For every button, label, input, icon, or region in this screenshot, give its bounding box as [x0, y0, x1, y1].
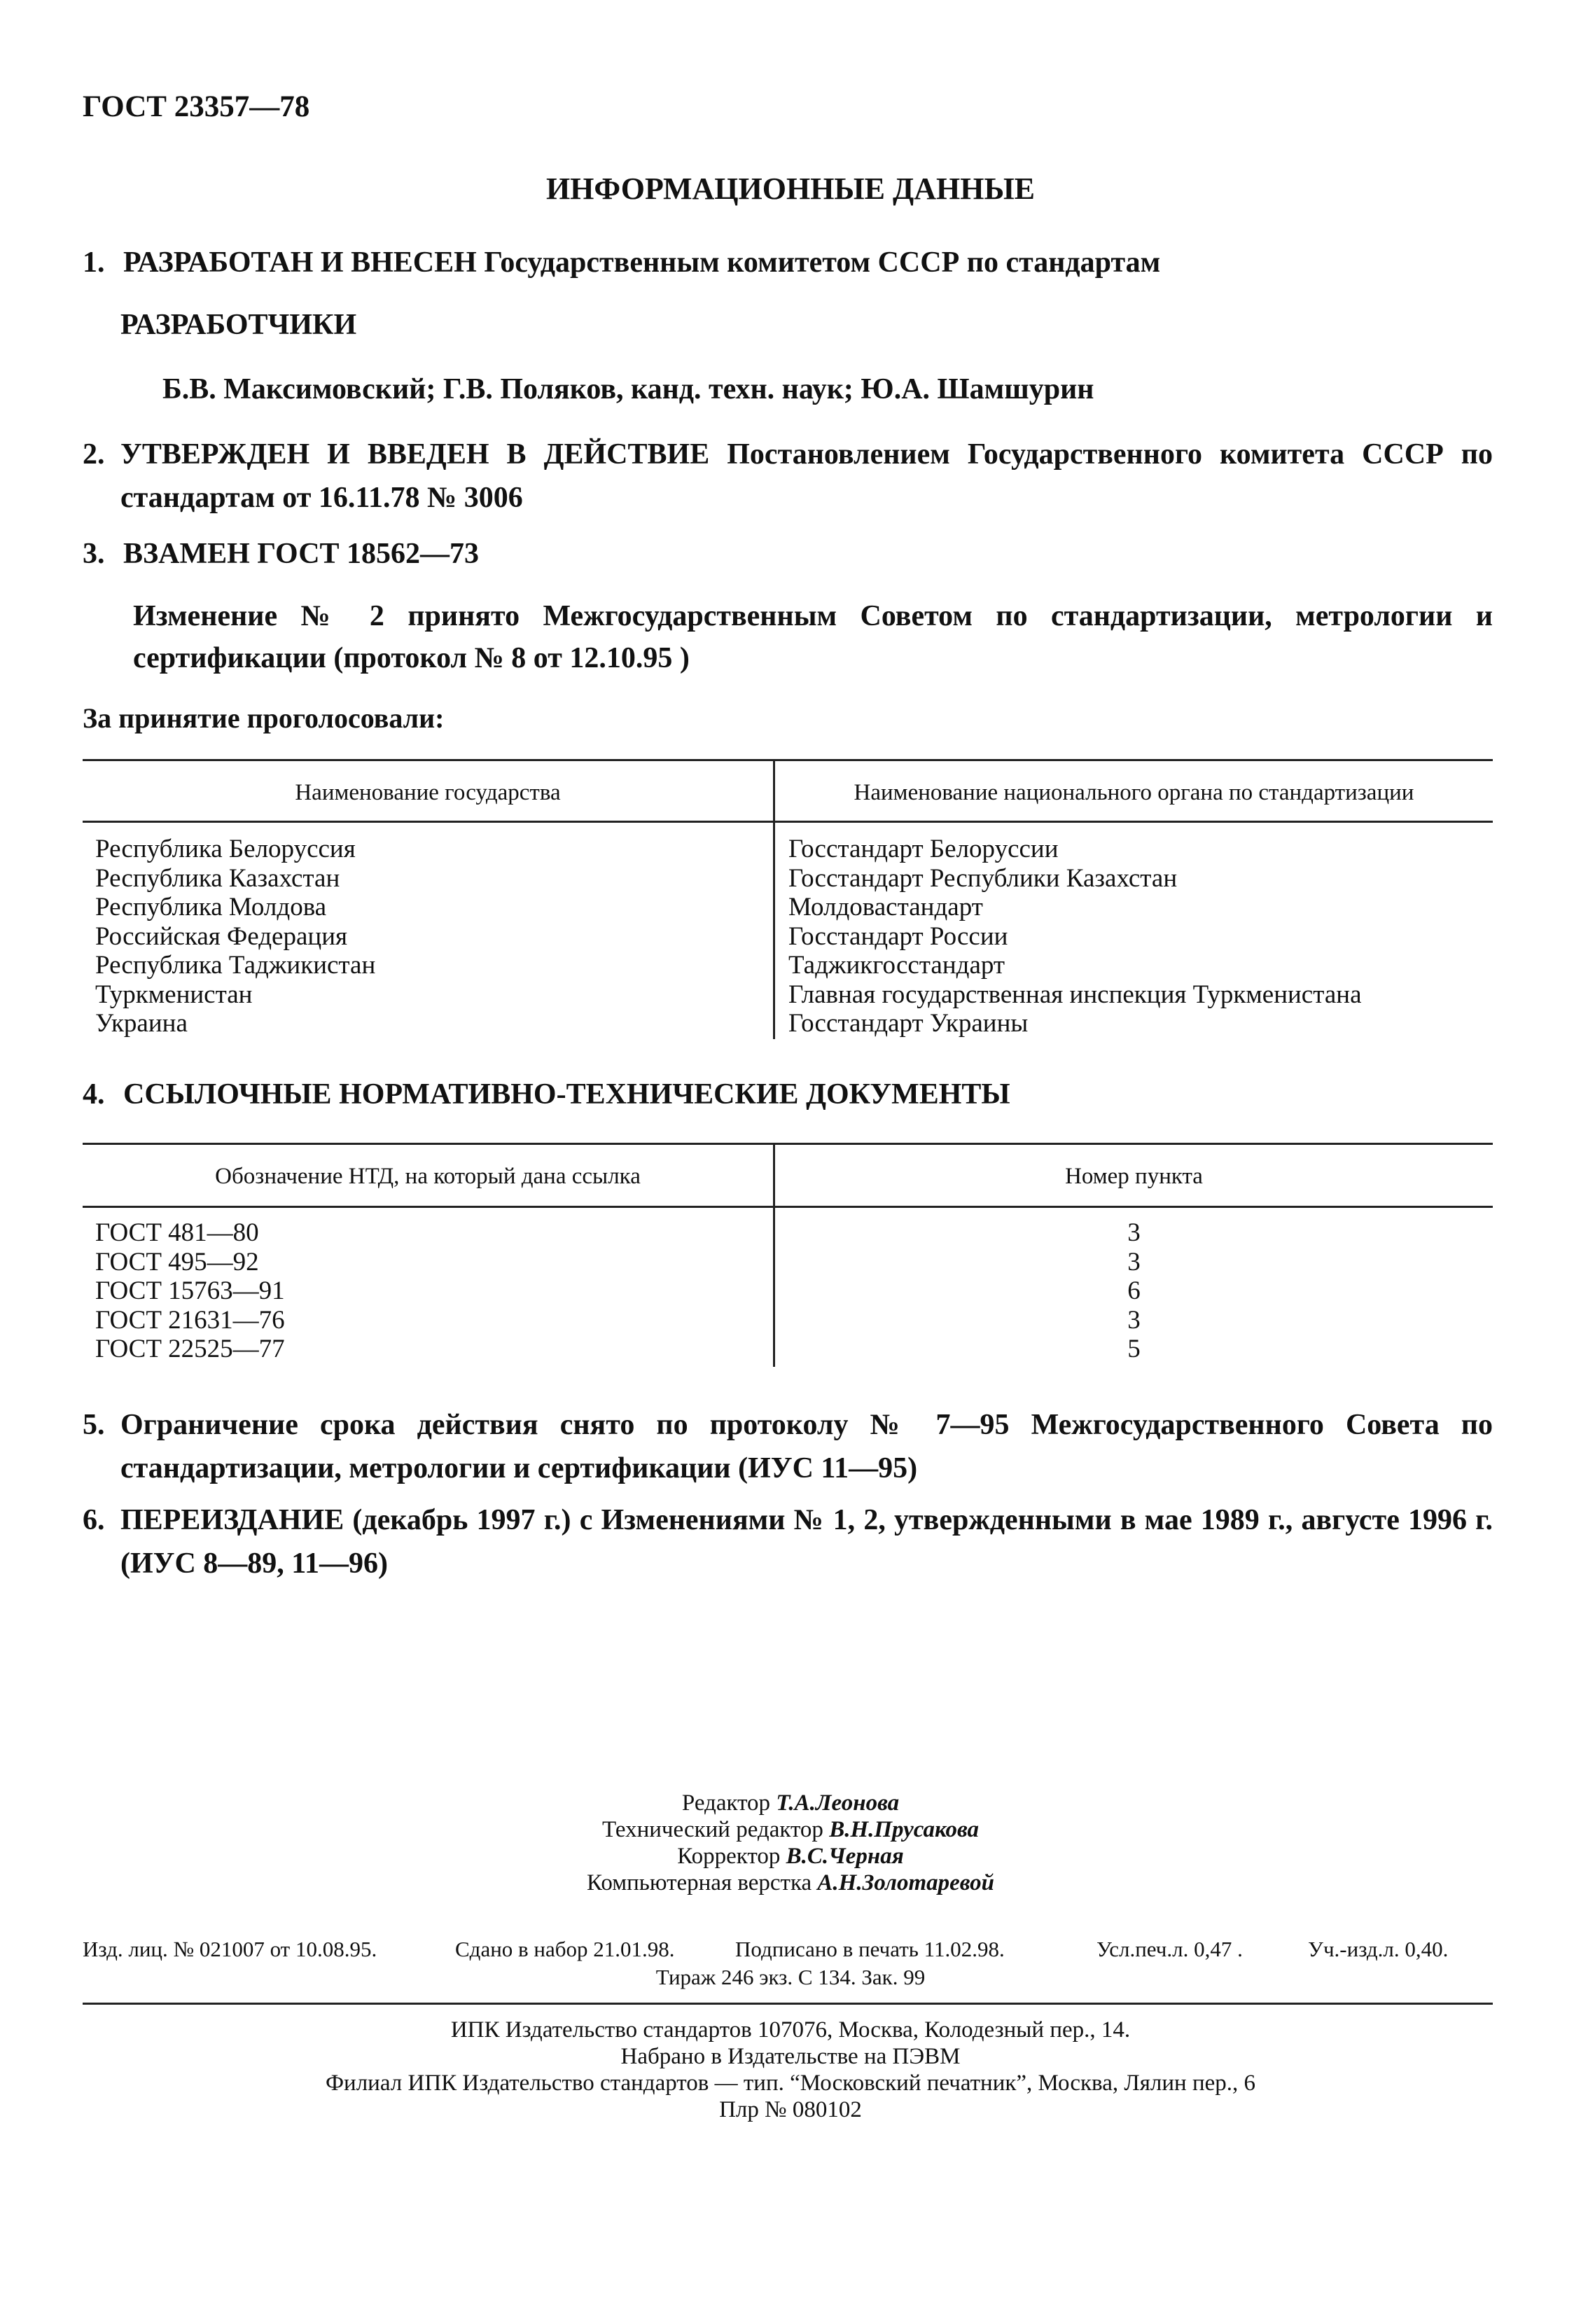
bodies-column [788, 835, 1362, 1038]
section-text: ССЫЛОЧНЫЕ НОРМАТИВНО-ТЕХНИЧЕСКИЕ ДОКУМЕНТЫ [123, 1078, 1010, 1111]
table-cell: Главная государственная инспекция Туркменистана [788, 980, 1362, 1009]
section-4 [83, 1073, 1010, 1116]
table-cell: Украина [95, 1009, 188, 1038]
imprint-signed: Подписано в печать 11.02.98. [735, 1937, 1005, 1961]
publisher-rule [83, 2003, 1493, 2005]
document-code: ГОСТ 23357—78 [83, 90, 310, 123]
imprint-print-sheets: Усл.печ.л. 0,47 . [1096, 1937, 1243, 1961]
section-5: Ограничение срока действия снято по протоколу № 7—95 Межгосударственного Совета по стандартизации, метрологии и сертификации (ИУС 11—95) [120, 1409, 1493, 1484]
publisher-block [0, 2017, 1581, 2123]
table-cell: Республика Белоруссия [95, 835, 356, 863]
page-title: ИНФОРМАЦИОННЫЕ ДАННЫЕ [545, 172, 1036, 206]
table-cell: Туркменистан [95, 980, 253, 1009]
table-cell: Госстандарт Республики Казахстан [788, 863, 1178, 893]
credit-layout [0, 1870, 1581, 1896]
credit-tech-editor [0, 1816, 1581, 1843]
credit-role: Редактор [681, 1790, 771, 1816]
section-2-number [83, 433, 123, 476]
publisher-line: Филиал ИПК Издательство стандартов — тип. “Московский печатник”, Москва, Лялин пер., 6 [325, 2071, 1256, 2096]
column-header: Номер пункта [1065, 1164, 1203, 1189]
section-1 [83, 241, 1160, 284]
credit-proofreader [0, 1843, 1581, 1870]
credit-name: А.Н.Золотаревой [817, 1870, 994, 1895]
table-cell: ГОСТ 22525—77 [95, 1335, 285, 1363]
items-column [775, 1218, 1493, 1364]
table-cell: 5 [1127, 1335, 1141, 1363]
table-header-rule [83, 821, 1493, 823]
table-cell: Республика Казахстан [95, 863, 340, 893]
credit-role: Компьютерная верстка [587, 1870, 812, 1895]
table-top-rule [83, 1143, 1493, 1145]
credit-role: Технический редактор [601, 1817, 823, 1842]
docs-column [95, 1218, 285, 1364]
imprint-license: Изд. лиц. № 021007 от 10.08.95. [83, 1937, 377, 1961]
imprint-pub-sheets: Уч.-изд.л. 0,40. [1308, 1937, 1449, 1961]
section-6 [120, 1498, 1493, 1585]
section-number: 4. [83, 1078, 105, 1111]
column-header: Обозначение НТД, на который дана ссылка [215, 1164, 641, 1189]
table-cell: ГОСТ 481—80 [95, 1218, 259, 1247]
credit-name: В.С.Черная [786, 1844, 904, 1869]
section-lead: РАЗРАБОТАН И ВНЕСЕН [123, 246, 477, 279]
section-text: Постановлением Государственного комитета СССР по стандартам от 16.11.78 № 3006 [120, 438, 1493, 514]
section-text: ВЗАМЕН ГОСТ 18562—73 [123, 538, 480, 570]
publisher-line: Плр № 080102 [719, 2097, 862, 2122]
column-header: Наименование государства [295, 780, 561, 805]
table-cell: Госстандарт Украины [788, 1009, 1029, 1038]
developers-list: Б.В. Максимовский; Г.В. Поляков, канд. техн. наук; Ю.А. Шамшурин [162, 373, 1094, 405]
section-text: Государственным комитетом СССР по стандартам [484, 246, 1161, 279]
credit-name: Т.А.Леонова [776, 1790, 900, 1816]
table-cell: 3 [1127, 1247, 1141, 1276]
table-cell: ГОСТ 495—92 [95, 1247, 259, 1276]
table-cell: Госстандарт Белоруссии [788, 835, 1059, 863]
imprint-circulation: Тираж 246 экз. С 134. Зак. 99 [655, 1965, 926, 1989]
voted-label: За принятие проголосовали: [83, 702, 445, 734]
developers-label: РАЗРАБОТЧИКИ [120, 309, 357, 341]
table-top-rule [83, 759, 1493, 761]
section-number: 3. [83, 538, 105, 570]
column-header: Наименование национального органа по стандартизации [854, 780, 1414, 805]
section-number: 2. [83, 438, 105, 471]
section-2 [120, 433, 1493, 520]
table-cell: Российская Федерация [95, 921, 348, 951]
imprint-sent: Сдано в набор 21.01.98. [455, 1937, 675, 1961]
section-number: 5. [83, 1409, 105, 1441]
section-6-number [83, 1498, 123, 1542]
section-number: 6. [83, 1504, 105, 1536]
table-cell: Республика Таджикистан [95, 951, 376, 980]
section-number: 1. [83, 246, 105, 279]
publisher-line: Набрано в Издательстве на ПЭВМ [620, 2044, 961, 2069]
table-cell: ГОСТ 21631—76 [95, 1305, 285, 1335]
table-cell: 3 [1127, 1305, 1141, 1335]
credit-name: В.Н.Прусакова [829, 1817, 980, 1842]
table-cell: 6 [1127, 1276, 1141, 1305]
section-lead: УТВЕРЖДЕН И ВВЕДЕН В ДЕЙСТВИЕ [120, 438, 710, 471]
credit-role: Корректор [677, 1844, 781, 1869]
table-cell: Республика Молдова [95, 893, 327, 921]
table-header-rule [83, 1206, 1493, 1208]
table-cell: 3 [1127, 1218, 1141, 1247]
section-3 [83, 532, 479, 576]
table-cell: Таджикгосстандарт [788, 951, 1005, 980]
table-cell: ГОСТ 15763—91 [95, 1276, 285, 1305]
amendment-note: Изменение № 2 принято Межгосударственным Советом по стандартизации, метрологии и сертификации (протокол № 8 от 12.10.95 ) [133, 600, 1493, 674]
table-cell: Молдовастандарт [788, 893, 983, 921]
table-cell: Госстандарт России [788, 921, 1008, 951]
section-lead: ПЕРЕИЗДАНИЕ [120, 1504, 344, 1536]
section-5-number [83, 1403, 123, 1447]
credit-editor [0, 1790, 1581, 1816]
credits-block [0, 1790, 1581, 1896]
section-text: (декабрь 1997 г.) с Изменениями № 1, 2, утвержденными в мае 1989 г., августе 1996 г. (ИУС 8—89, 11—96) [120, 1504, 1493, 1580]
states-column [95, 835, 375, 1038]
publisher-line: ИПК Издательство стандартов 107076, Москва, Колодезный пер., 14. [450, 2017, 1131, 2043]
